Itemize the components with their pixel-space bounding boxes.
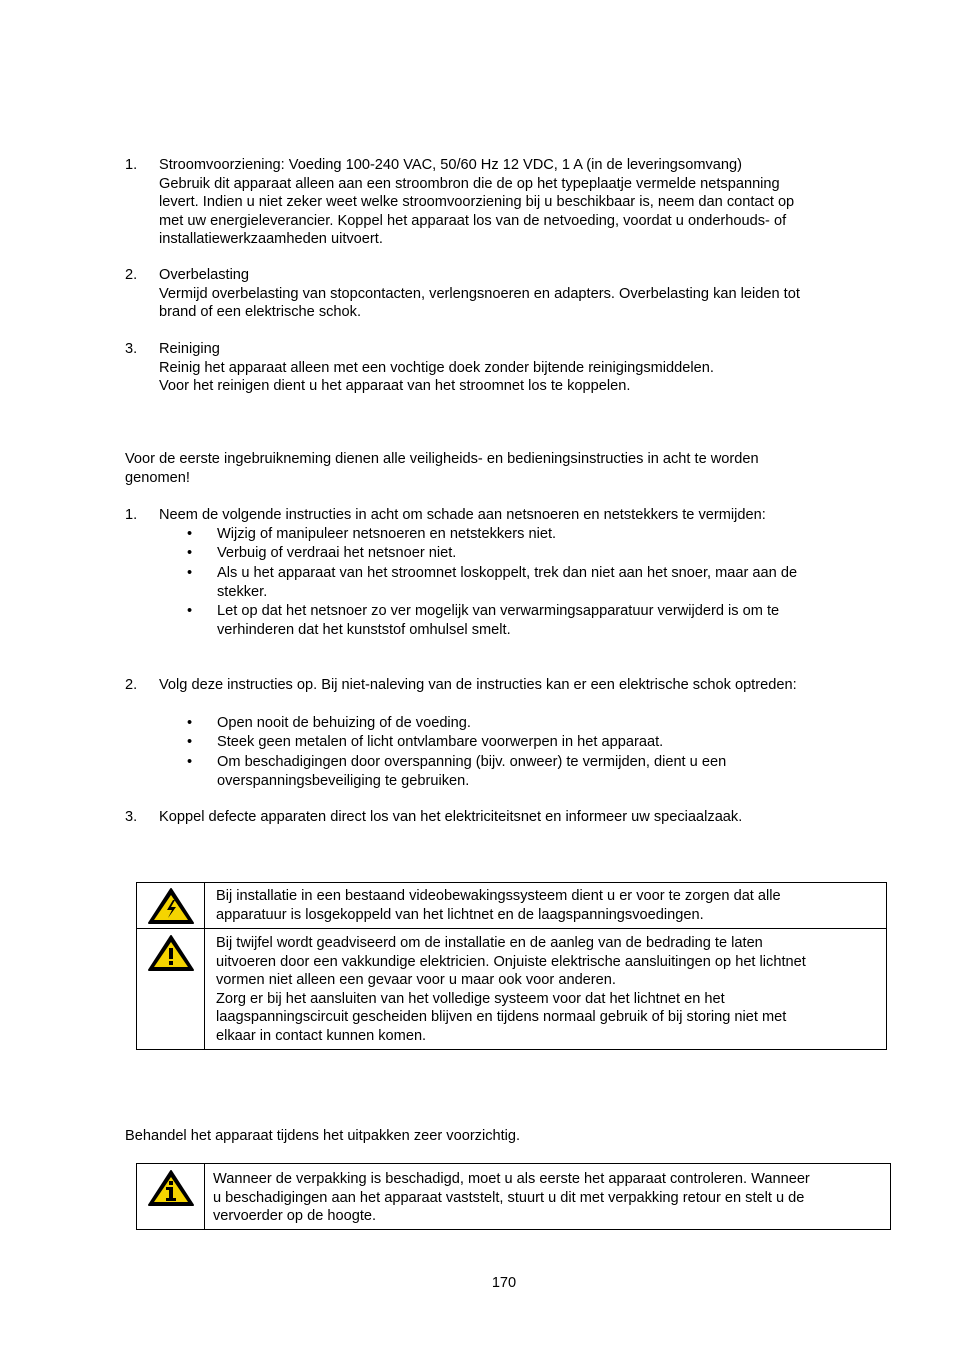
warning-cell-disconnect	[216, 887, 781, 924]
bullet: •	[187, 545, 193, 561]
cell-line: laagspanningscircuit gescheiden blijven en tijdens normaal gebruik of bij storing niet met	[216, 1009, 787, 1026]
bullet-line: verhinderen dat het kunststof omhulsel smelt.	[217, 621, 511, 638]
warning-table	[136, 882, 887, 1050]
warning-cell-electrician	[216, 934, 806, 1046]
intro-line: Voor de eerste ingebruikneming dienen alle veiligheids- en bedieningsinstructies in acht te worden	[125, 451, 759, 467]
bullet-line: Open nooit de behuizing of de voeding.	[217, 715, 471, 731]
info-box	[136, 1163, 891, 1230]
item-line: installatiewerkzaamheden uitvoert.	[159, 231, 383, 248]
item-title: Reiniging	[159, 341, 220, 357]
bullet-line: overspanningsbeveiliging te gebruiken.	[217, 772, 470, 789]
item-line: Reinig het apparaat alleen met een vochtige doek zonder bijtende reinigingsmiddelen.	[159, 359, 714, 376]
cell-line: vervoerder op de hoogte.	[213, 1208, 377, 1225]
bullet-line: Let op dat het netsnoer zo ver mogelijk van verwarmingsapparatuur verwijderd is om te	[217, 603, 780, 619]
list-number: 1.	[125, 507, 138, 523]
bullet-line: Als u het apparaat van het stroomnet loskoppelt, trek dan niet aan het snoer, maar aan de	[217, 565, 798, 581]
bullet-line: Om beschadigingen door overspanning (bijv. onweer) te vermijden, dient u een	[217, 754, 727, 770]
page-number: 170	[491, 1275, 517, 1291]
bullet-item	[217, 525, 867, 544]
cell-line: Bij twijfel wordt geadviseerd om de installatie en de aanleg van de bedrading te laten	[216, 935, 763, 951]
cell-line: uitvoeren door een vakkundige elektricien. Onjuiste elektrische aansluitingen op het lichtnet	[216, 953, 806, 970]
item-line: Vermijd overbelasting van stopcontacten, verlengsnoeren en adapters. Overbelasting kan leiden tot	[159, 285, 800, 302]
column-divider	[204, 883, 205, 1049]
item-line: Voor het reinigen dient u het apparaat van het stroomnet los te koppelen.	[159, 378, 631, 395]
item-line: brand of een elektrische schok.	[159, 304, 361, 321]
list-number: 3.	[125, 341, 138, 357]
bullet: •	[187, 715, 193, 731]
item-line: Gebruik dit apparaat alleen aan een stroombron die de op het typeplaatje vermelde netspanning	[159, 175, 780, 192]
cell-line: Wanneer de verpakking is beschadigd, moet u als eerste het apparaat controleren. Wanneer	[213, 1171, 810, 1187]
bullet-item	[217, 753, 867, 790]
bullet-line: Verbuig of verdraai het netsnoer niet.	[217, 545, 457, 561]
unpacking-paragraph: Behandel het apparaat tijdens het uitpakken zeer voorzichtig.	[125, 1128, 521, 1144]
bullet-item	[217, 564, 867, 601]
list-item-cleaning	[159, 340, 879, 396]
item-title: Stroomvoorziening: Voeding 100-240 VAC, 50/60 Hz 12 VDC, 1 A (in de leveringsomvang)	[159, 157, 743, 173]
info-cell-damaged-packaging	[213, 1170, 810, 1226]
bullet: •	[187, 603, 193, 619]
bullet: •	[187, 565, 193, 581]
cell-line: Bij installatie in een bestaand videobewakingssysteem dient u er voor te zorgen dat alle	[216, 888, 781, 904]
bullet-item	[217, 714, 867, 733]
bullet: •	[187, 734, 193, 750]
item-line: levert. Indien u niet zeker weet welke stroomvoorziening bij u beschikbaar is, neem dan contact op	[159, 194, 795, 211]
cell-line: elkaar in contact kunnen komen.	[216, 1027, 427, 1044]
list-number: 2.	[125, 677, 138, 693]
bullet-line: stekker.	[217, 583, 268, 600]
bullet-item	[217, 544, 867, 563]
list-item-defective-devices: Koppel defecte apparaten direct los van het elektriciteitsnet en informeer uw speciaalzaak.	[159, 809, 743, 825]
intro-line: genomen!	[125, 469, 190, 486]
bullet-item	[217, 733, 867, 752]
list-item-power-supply	[159, 156, 879, 249]
list-number: 2.	[125, 267, 138, 283]
bullet: •	[187, 754, 193, 770]
list-item-shock-instructions: Volg deze instructies op. Bij niet-naleving van de instructies kan er een elektrische schok optreden:	[159, 677, 797, 693]
cell-line: vormen niet alleen een gevaar voor u maar ook voor anderen.	[216, 972, 616, 989]
list-number: 1.	[125, 157, 138, 173]
item-title: Overbelasting	[159, 267, 250, 283]
exclamation-warning-icon	[145, 933, 197, 973]
bullet-line: Wijzig of manipuleer netsnoeren en netstekkers niet.	[217, 526, 557, 542]
cell-line: u beschadigingen aan het apparaat vaststelt, stuurt u dit met verpakking retour en stelt u de	[213, 1189, 805, 1206]
item-line: met uw energieleverancier. Koppel het apparaat los van de netvoeding, voordat u onderhouds- of	[159, 212, 787, 229]
list-number: 3.	[125, 809, 138, 825]
bullet-item	[217, 602, 867, 639]
row-divider	[137, 928, 886, 929]
column-divider	[204, 1164, 205, 1229]
cell-line: Zorg er bij het aansluiten van het volledige systeem voor dat het lichtnet en het	[216, 990, 725, 1007]
cell-line: apparatuur is losgekoppeld van het lichtnet en de laagspanningsvoedingen.	[216, 906, 704, 923]
info-icon	[145, 1168, 197, 1208]
electric-hazard-icon	[145, 886, 197, 926]
intro-paragraph	[125, 450, 865, 487]
list-item-cord-instructions: Neem de volgende instructies in acht om schade aan netsnoeren en netstekkers te vermijden:	[159, 507, 766, 523]
bullet-line: Steek geen metalen of licht ontvlambare voorwerpen in het apparaat.	[217, 734, 664, 750]
list-item-overload	[159, 266, 879, 322]
bullet: •	[187, 526, 193, 542]
